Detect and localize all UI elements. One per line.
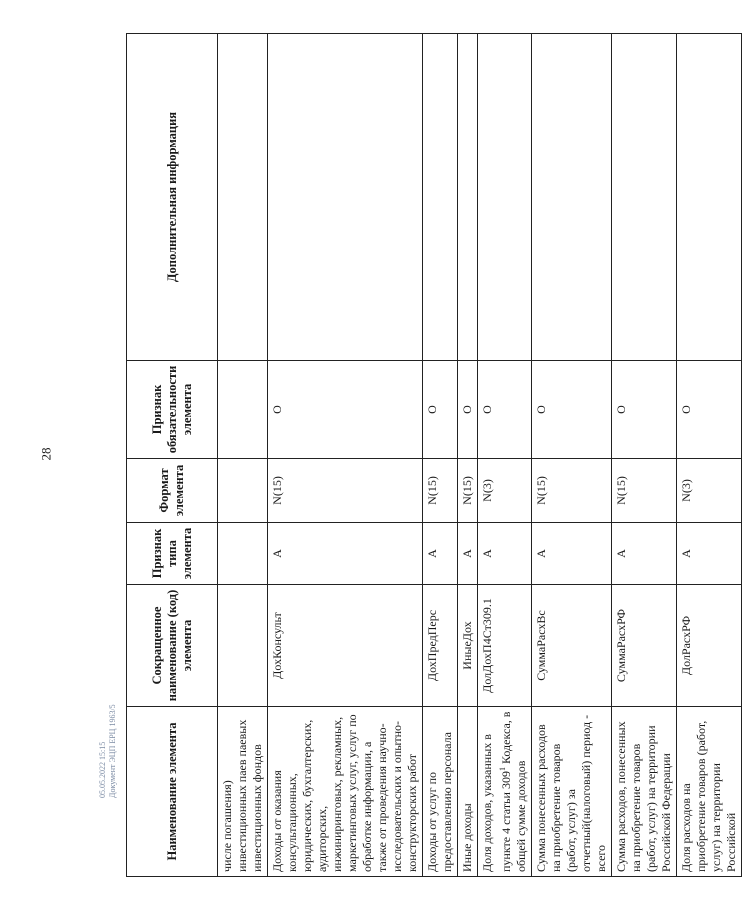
header-format: Формат элемента — [127, 459, 218, 523]
cell-extra — [612, 34, 677, 361]
cell-type: А — [677, 523, 742, 585]
element-table — [126, 33, 742, 877]
cell-name: числе погашения) инвестиционных паев паевых инвестиционных фондов — [218, 707, 268, 877]
table-row — [218, 34, 268, 877]
cell-format: N(3) — [677, 459, 742, 523]
cell-extra — [458, 34, 478, 361]
cell-short: ДохКонсульт — [268, 585, 423, 707]
cell-short: ДолРасхРФ — [677, 585, 742, 707]
cell-format: N(3) — [478, 459, 532, 523]
table-row — [478, 34, 532, 877]
cell-type: А — [532, 523, 612, 585]
cell-type: А — [612, 523, 677, 585]
cell-format: N(15) — [532, 459, 612, 523]
cell-short: СуммаРасхРФ — [612, 585, 677, 707]
header-mandatory: Признак обязательности элемента — [127, 361, 218, 459]
table-row — [677, 34, 742, 877]
cell-extra — [478, 34, 532, 361]
cell-name: Доля расходов на приобретение товаров (работ, услуг) на территории Российской — [677, 707, 742, 877]
cell-name: Доходы от оказания консультационных, юридических, бухгалтерских, аудиторских, инжиниринговых, рекламных, маркетинговых услуг, услуг по обработке информации, а также от проведения научно-исследовательских и опытно-конструкторских работ — [268, 707, 423, 877]
cell-short: ИныеДох — [458, 585, 478, 707]
cell-mandatory: О — [612, 361, 677, 459]
table-row — [532, 34, 612, 877]
cell-extra — [532, 34, 612, 361]
cell-type: А — [458, 523, 478, 585]
cell-name: Сумма понесенных расходов на приобретение товаров (работ, услуг) за отчетный(налоговый) период - всего — [532, 707, 612, 877]
table-row — [423, 34, 458, 877]
cell-name-part: Кодекса, в общей сумме доходов — [499, 711, 528, 872]
page-number: 28 — [38, 447, 54, 461]
table-row — [458, 34, 478, 877]
cell-short — [218, 585, 268, 707]
cell-name-part: Доля доходов, указанных в пункте 4 статьи 309 — [480, 734, 513, 872]
cell-mandatory: О — [478, 361, 532, 459]
cell-extra — [423, 34, 458, 361]
cell-extra — [218, 34, 268, 361]
cell-name: Доходы от услуг по предоставлению персонала — [423, 707, 458, 877]
cell-mandatory — [218, 361, 268, 459]
stamp-line: 05.05.2022 15:15 — [98, 741, 107, 798]
cell-short: ДолДохП4Ст309.1 — [478, 585, 532, 707]
cell-name — [478, 707, 532, 877]
cell-extra — [677, 34, 742, 361]
cell-mandatory: О — [268, 361, 423, 459]
cell-mandatory: О — [458, 361, 478, 459]
cell-format: N(15) — [268, 459, 423, 523]
cell-type: А — [268, 523, 423, 585]
table-row — [612, 34, 677, 877]
cell-name: Сумма расходов, понесенных на приобретение товаров (работ, услуг) на территории Российской Федерации — [612, 707, 677, 877]
cell-short: СуммаРасхВс — [532, 585, 612, 707]
rotated-table-sheet — [126, 34, 738, 877]
cell-short: ДохПредПерс — [423, 585, 458, 707]
table-header-row — [127, 34, 218, 877]
cell-name: Иные доходы — [458, 707, 478, 877]
cell-type: А — [478, 523, 532, 585]
cell-extra — [268, 34, 423, 361]
cell-mandatory: О — [423, 361, 458, 459]
cell-mandatory: О — [677, 361, 742, 459]
header-name: Наименование элемента — [127, 707, 218, 877]
cell-type — [218, 523, 268, 585]
cell-format: N(15) — [458, 459, 478, 523]
stamp-line: Документ ЭЦП ЕРЦ 1963/5 — [108, 704, 117, 798]
header-type: Признак типа элемента — [127, 523, 218, 585]
cell-name-superscript: 1 — [498, 767, 507, 772]
cell-format: N(15) — [612, 459, 677, 523]
cell-format — [218, 459, 268, 523]
header-short: Сокращенное наименование (код) элемента — [127, 585, 218, 707]
cell-mandatory: О — [532, 361, 612, 459]
cell-format: N(15) — [423, 459, 458, 523]
table-row — [268, 34, 423, 877]
document-stamp — [98, 704, 118, 798]
cell-type: А — [423, 523, 458, 585]
header-extra: Дополнительная информация — [127, 34, 218, 361]
